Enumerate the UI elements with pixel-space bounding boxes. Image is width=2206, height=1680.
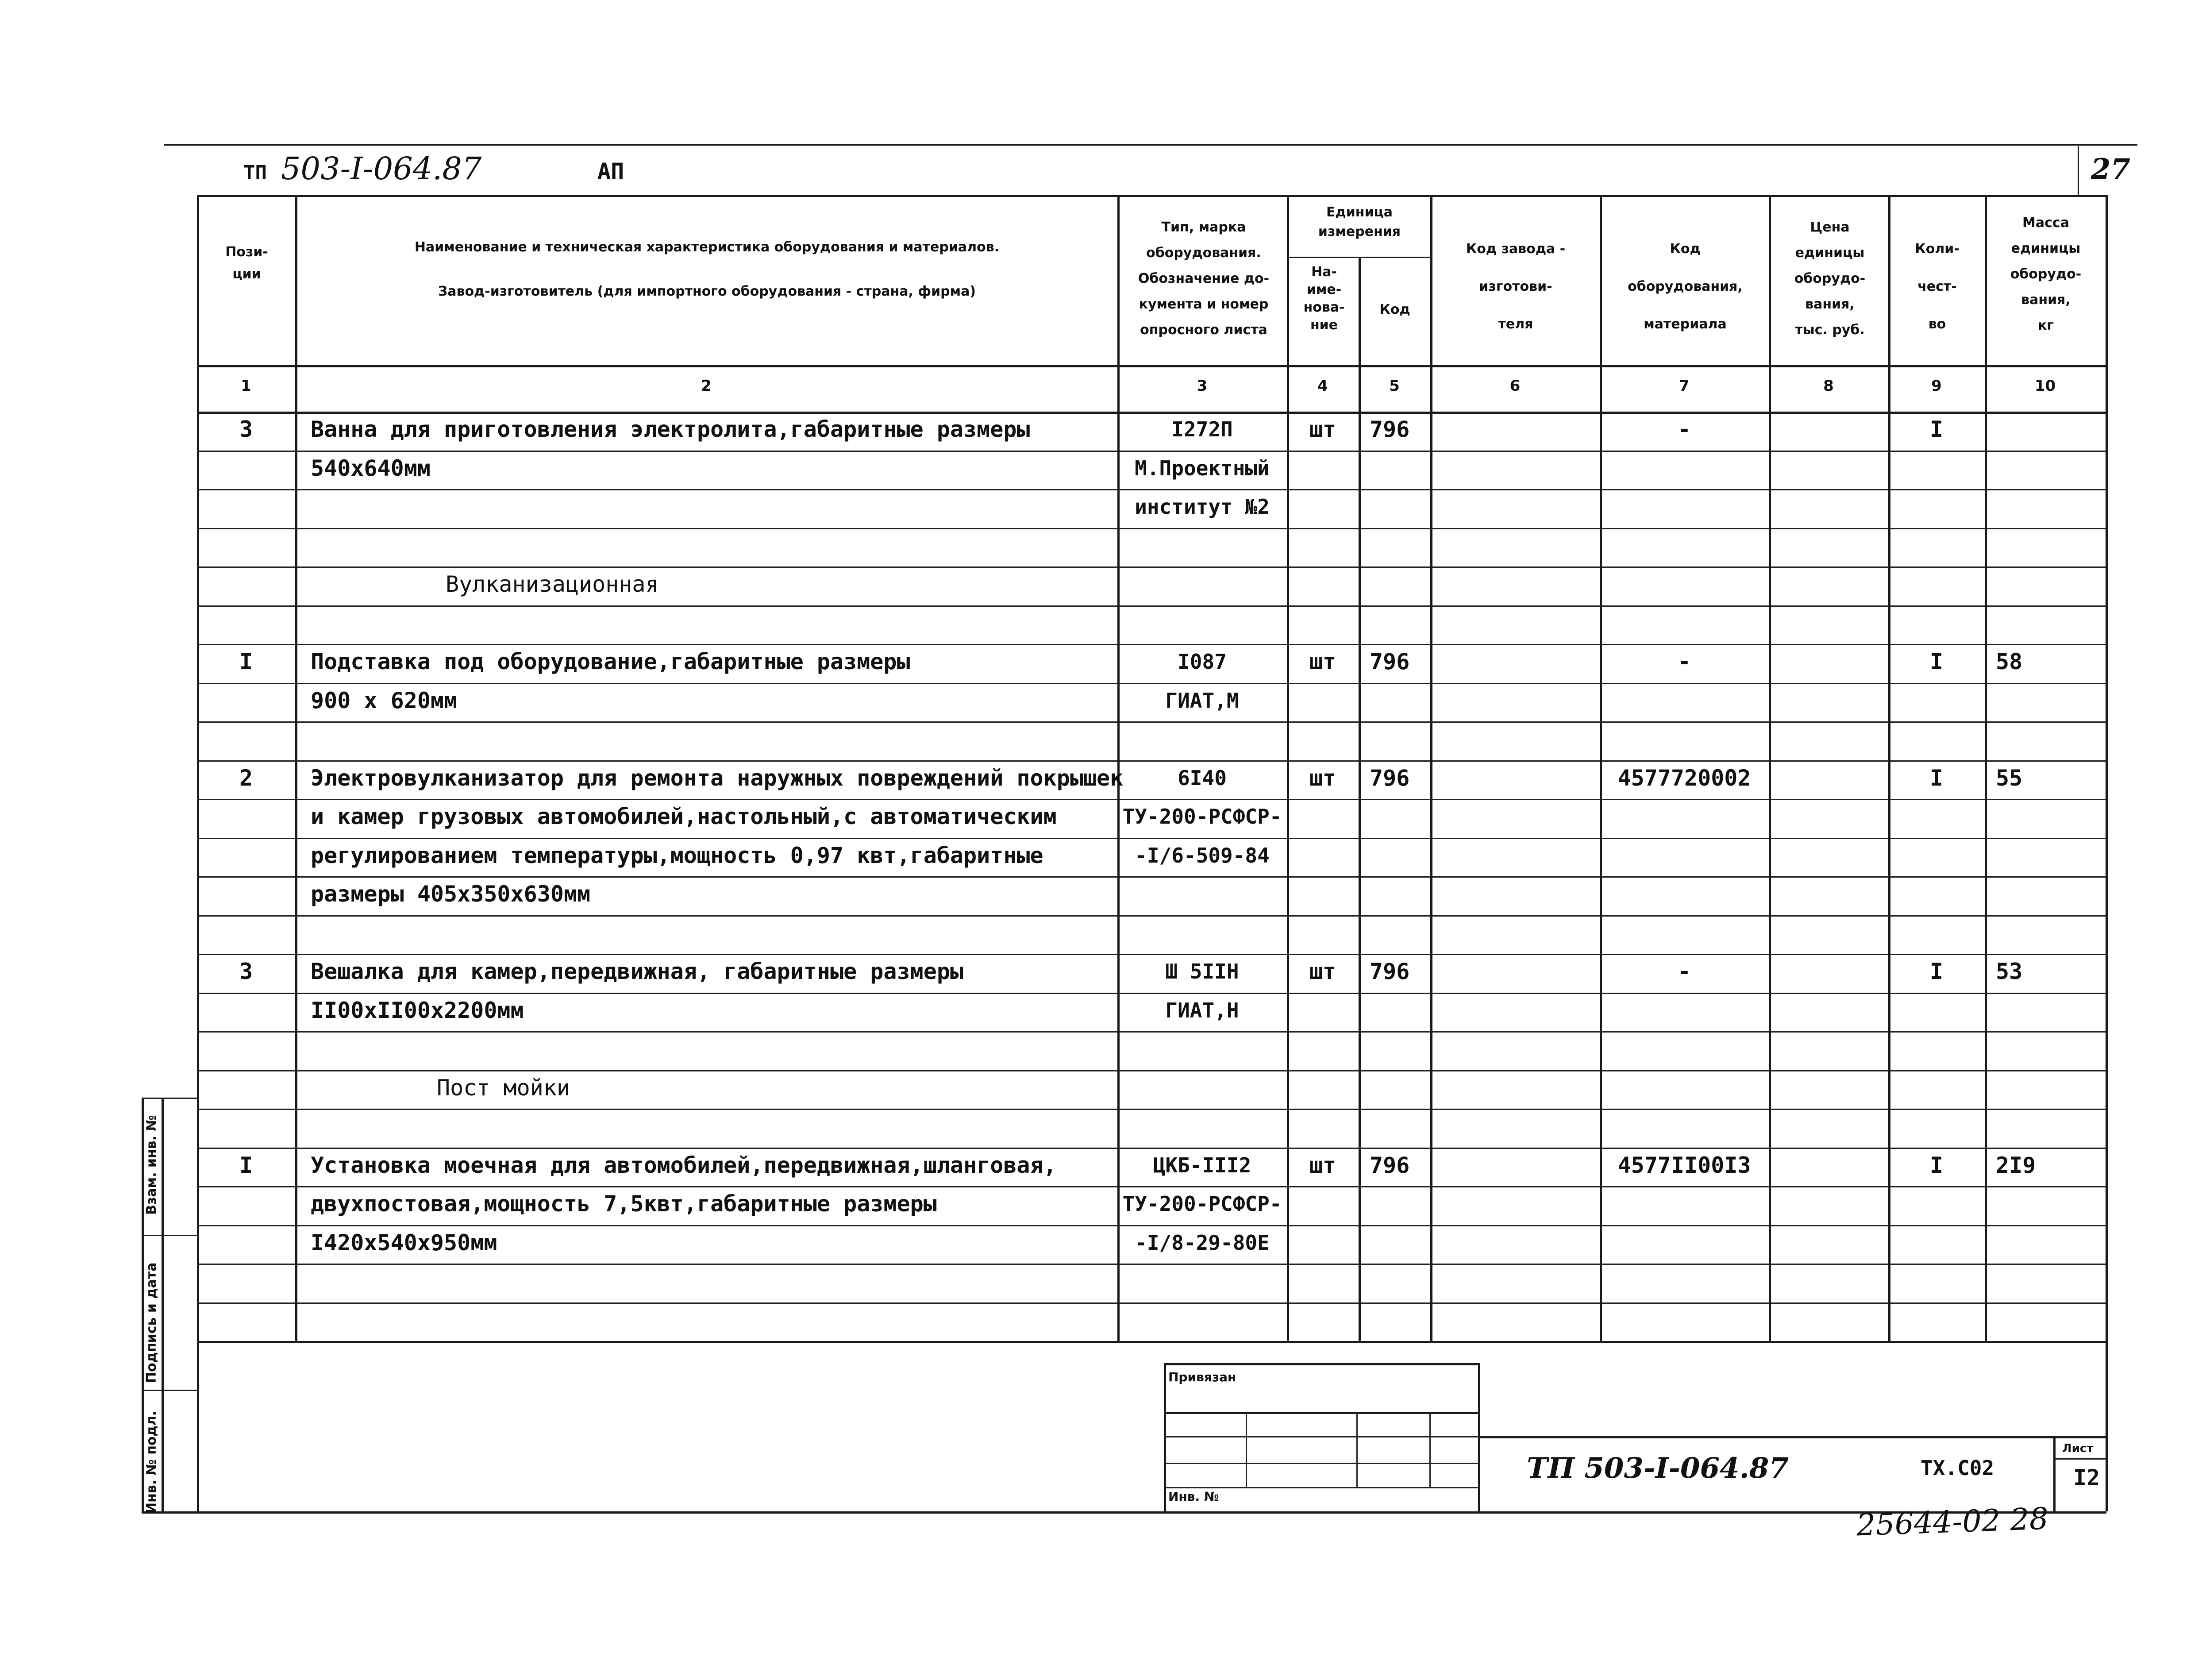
stamp-row xyxy=(1164,1436,1480,1437)
row-name: II00хII00х2200мм xyxy=(311,997,524,1023)
stamp-col xyxy=(1356,1412,1358,1487)
title-sheet-code: ТХ.С02 xyxy=(1921,1456,1994,1480)
row-name: Установка моечная для автомобилей,передвижная,шланговая, xyxy=(311,1152,1057,1178)
row-divider xyxy=(197,1031,2108,1033)
column-number: 7 xyxy=(1679,377,1690,395)
side-strip-inner xyxy=(162,1098,164,1511)
row-type: институт №2 xyxy=(1135,495,1270,519)
row-mass: 53 xyxy=(1996,959,2023,984)
col-header-name-line2: Завод-изготовитель (для импортного оборудования - страна, фирма) xyxy=(438,284,976,299)
frame-left-border xyxy=(197,1341,199,1511)
row-name: Пост мойки xyxy=(437,1075,570,1101)
row-divider xyxy=(197,605,2108,607)
column-number: 4 xyxy=(1317,377,1328,395)
column-number: 6 xyxy=(1509,377,1521,395)
side-strip-divider xyxy=(142,1235,197,1236)
side-strip-top xyxy=(142,1098,197,1099)
stamp-row xyxy=(1164,1463,1480,1464)
row-type: ЦКБ-III2 xyxy=(1153,1153,1251,1177)
row-name: Подставка под оборудование,габаритные размеры xyxy=(311,649,910,674)
row-divider xyxy=(197,721,2108,723)
row-quantity: I xyxy=(1929,959,1944,984)
row-type: ГИАТ,М xyxy=(1165,688,1239,713)
row-divider xyxy=(197,954,2108,955)
side-strip-divider xyxy=(142,1390,197,1391)
row-position: I xyxy=(239,649,253,674)
row-mass: 58 xyxy=(1996,649,2023,674)
row-name: I420х540х950мм xyxy=(311,1229,497,1256)
row-unit-name: шт xyxy=(1309,416,1336,442)
row-divider xyxy=(197,1225,2108,1226)
stamp-row xyxy=(1164,1487,1480,1488)
stamp-col xyxy=(1246,1412,1247,1487)
row-type: М.Проектный xyxy=(1135,456,1270,480)
side-label-inv-podl: Инв. № подл. xyxy=(144,1410,159,1514)
handwritten-archive-number: 25644-02 28 xyxy=(1856,1501,2049,1543)
doc-code-prefix: ТП xyxy=(243,162,267,184)
row-divider xyxy=(197,915,2108,917)
sheet-number: I2 xyxy=(2073,1465,2100,1491)
side-label-vzam: Взам. инв. № xyxy=(144,1115,159,1215)
row-divider xyxy=(197,1148,2108,1149)
row-name: Вешалка для камер,передвижная, габаритные размеры xyxy=(311,959,964,984)
column-number: 5 xyxy=(1389,377,1400,395)
title-block-sheet-divider xyxy=(2053,1436,2056,1511)
row-mass: 55 xyxy=(1996,765,2023,791)
row-divider xyxy=(197,566,2108,568)
column-divider xyxy=(295,195,297,1343)
row-divider xyxy=(197,760,2108,762)
col-header-position: Пози- ции xyxy=(225,244,268,282)
row-position: I xyxy=(239,1152,253,1178)
row-mass: 2I9 xyxy=(1996,1152,2036,1178)
row-type: ТУ-200-РСФСР- xyxy=(1122,805,1282,828)
row-unit-name: шт xyxy=(1309,649,1336,674)
column-number: 9 xyxy=(1931,377,1942,395)
row-unit-name: шт xyxy=(1309,765,1336,791)
column-divider xyxy=(1359,257,1361,1343)
row-divider xyxy=(197,1341,2108,1343)
row-equipment-code: - xyxy=(1677,649,1691,674)
row-unit-code: 796 xyxy=(1370,416,1410,442)
page-number: 27 xyxy=(2091,153,2131,186)
section-label: АП xyxy=(597,158,624,184)
col-header-unit-name: На- име- нова- ние xyxy=(1303,264,1345,333)
inv-no-label: Инв. № xyxy=(1168,1489,1219,1504)
row-name: 540х640мм xyxy=(311,455,431,481)
row-type: -I/8-29-80Е xyxy=(1135,1230,1270,1255)
row-type: 6I40 xyxy=(1178,766,1227,790)
row-divider xyxy=(197,799,2108,800)
row-unit-code: 796 xyxy=(1370,765,1410,791)
col-header-unit-code: Код xyxy=(1379,302,1410,317)
row-unit-name: шт xyxy=(1309,959,1336,984)
row-position: 3 xyxy=(239,416,253,442)
row-divider xyxy=(197,489,2108,490)
row-type: ТУ-200-РСФСР- xyxy=(1122,1192,1282,1216)
row-equipment-code: - xyxy=(1677,416,1691,442)
column-divider xyxy=(1769,195,1771,1343)
stamp-col xyxy=(1429,1412,1431,1487)
row-name: размеры 405х350х630мм xyxy=(311,881,591,907)
stamp-left xyxy=(1164,1363,1166,1511)
column-number: 1 xyxy=(241,377,251,395)
row-name: Ванна для приготовления электролита,габаритные размеры xyxy=(311,416,1030,442)
row-divider xyxy=(197,451,2108,452)
row-name: Вулканизационная xyxy=(446,571,659,597)
col-header-unit-group: Единица измерения xyxy=(1318,204,1401,239)
top-rule xyxy=(164,144,2137,146)
row-divider xyxy=(197,876,2108,878)
row-type: I272П xyxy=(1171,417,1233,441)
row-equipment-code: 4577II00I3 xyxy=(1617,1152,1751,1178)
row-name: двухпостовая,мощность 7,5квт,габаритные размеры xyxy=(311,1191,937,1217)
sheet-label: Лист xyxy=(2062,1442,2094,1455)
column-divider xyxy=(1985,195,1987,1343)
column-divider xyxy=(2106,195,2108,1343)
doc-code: 503-I-064.87 xyxy=(281,150,482,187)
title-block-top xyxy=(1478,1436,2106,1438)
column-number: 3 xyxy=(1197,377,1208,395)
stamp-row xyxy=(1164,1412,1480,1414)
column-number: 8 xyxy=(1823,377,1834,395)
row-unit-name: шт xyxy=(1309,1152,1336,1178)
row-quantity: I xyxy=(1929,765,1944,791)
privyazan-label: Привязан xyxy=(1168,1370,1236,1384)
row-divider xyxy=(197,644,2108,645)
frame-bottom-border xyxy=(142,1511,2106,1514)
title-block-sheet-label-divider xyxy=(2053,1458,2106,1460)
row-type: Ш 5IIН xyxy=(1165,959,1239,983)
row-position: 3 xyxy=(239,959,253,984)
row-name: 900 х 620мм xyxy=(311,687,458,713)
col-header-mass: Масса единицы оборудо- вания, кг xyxy=(2010,215,2082,333)
row-unit-code: 796 xyxy=(1370,959,1410,984)
page-number-divider xyxy=(2078,146,2079,195)
column-divider xyxy=(1430,195,1432,1343)
col-header-equipment-code: Код оборудования, материала xyxy=(1628,241,1743,332)
row-divider xyxy=(197,683,2108,684)
row-divider xyxy=(197,838,2108,839)
row-divider xyxy=(197,993,2108,994)
row-divider xyxy=(197,528,2108,529)
row-position: 2 xyxy=(239,765,253,791)
title-doc-code: ТП 503-I-064.87 xyxy=(1527,1452,1789,1485)
row-divider xyxy=(197,1186,2108,1187)
table-top-border xyxy=(197,195,2108,197)
row-divider xyxy=(197,1264,2108,1265)
row-quantity: I xyxy=(1929,1152,1944,1178)
side-label-podpis: Подпись и дата xyxy=(144,1262,159,1383)
row-name: регулированием температуры,мощность 0,97 квт,габаритные xyxy=(311,842,1043,868)
col-header-factory-code: Код завода - изготови- теля xyxy=(1466,241,1566,332)
col-header-price: Цена единицы оборудо- вания, тыс. руб. xyxy=(1794,220,1866,338)
row-divider xyxy=(197,1109,2108,1110)
row-unit-code: 796 xyxy=(1370,1152,1410,1178)
frame-right-border xyxy=(2106,1341,2108,1511)
col-header-quantity: Коли- чест- во xyxy=(1915,241,1960,332)
stamp-top xyxy=(1164,1363,1480,1365)
header-bottom-border xyxy=(197,365,2108,367)
col-header-name-line1: Наименование и техническая характеристика оборудования и материалов. xyxy=(414,239,1000,255)
row-type: I087 xyxy=(1178,650,1227,674)
row-divider xyxy=(197,1302,2108,1304)
column-number: 10 xyxy=(2034,377,2056,395)
number-row-border xyxy=(197,412,2108,414)
row-name: и камер грузовых автомобилей,настольный,с автоматическим xyxy=(311,804,1057,829)
col-header-type: Тип, марка оборудования. Обозначение до- кумента и номер опросного листа xyxy=(1138,220,1270,338)
row-equipment-code: 4577720002 xyxy=(1617,765,1751,791)
row-type: -I/6-509-84 xyxy=(1135,843,1270,867)
row-equipment-code: - xyxy=(1677,959,1691,984)
row-divider xyxy=(197,1070,2108,1071)
column-number: 2 xyxy=(701,377,712,395)
row-name: Электровулканизатор для ремонта наружных повреждений покрышек xyxy=(311,765,1124,791)
row-quantity: I xyxy=(1929,649,1944,674)
row-quantity: I xyxy=(1929,416,1944,442)
row-type: ГИАТ,Н xyxy=(1165,998,1239,1022)
row-unit-code: 796 xyxy=(1370,649,1410,674)
